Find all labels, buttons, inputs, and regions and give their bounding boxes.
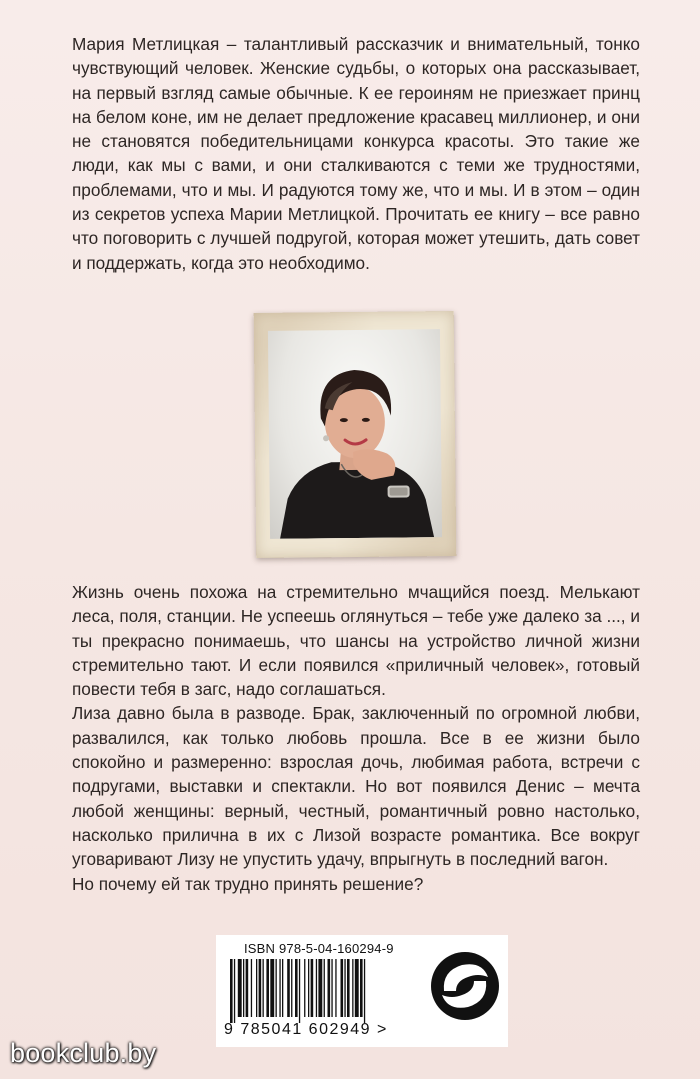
- isbn-label: ISBN 978-5-04-160294-9: [244, 941, 394, 956]
- author-portrait-illustration: [268, 329, 442, 539]
- author-photo: [268, 329, 442, 539]
- author-description-text: Мария Метлицкая – талантливый рассказчик и внимательный, тонко чувствующий человек. Женские судьбы, о которых она рассказывает, на первый взгляд самые обычные. К ее героиням не приезжает принц на белом коне, им не делает предложение красавец миллионер, и они не становятся победительницами конкурса красоты. Это такие же люди, как мы с вами, и они сталкиваются с теми же трудностями, проблемами, что и мы. И радуются тому же, что и мы. И в этом – один из секретов успеха Марии Метлицкой. Прочитать ее книгу – все равно что поговорить с лучшей подругой, которая может утешить, дать совет и поддержать, когда это необходимо.: [72, 34, 640, 273]
- author-photo-frame: [254, 311, 457, 558]
- watermark-bookclub: bookclub.by: [10, 1038, 157, 1068]
- annotation-paragraph-2: Лиза давно была в разводе. Брак, заключенный по огромной любви, развалился, как только любовь прошла. Все в ее жизни было спокойно и размеренно: взрослая дочь, любимая работа, встречи с подругами, выставки и спектакли. Но вот появился Денис – мечта любой женщины: верный, честный, романтичный ровно настолько, насколько прилична в их с Лизой возрасте романтика. Все вокруг уговаривают Лизу не упустить удачу, впрыгнуть в последний вагон.: [72, 703, 640, 870]
- barcode-digits: 9 785041 602949 >: [224, 1021, 388, 1038]
- author-description: [72, 32, 640, 275]
- annotation-paragraph-3: Но почему ей так трудно принять решение?: [72, 873, 424, 894]
- book-annotation: [72, 580, 640, 896]
- barcode-panel: [216, 935, 508, 1047]
- annotation-paragraph-1: Жизнь очень похожа на стремительно мчащийся поезд. Мелькают леса, поля, станции. Не успеешь оглянуться – тебе уже далеко за ..., и ты прекрасно понимаешь, что шансы на устройство личной жизни стремительно тают. И если появился «приличный человек», готовый повести тебя в загс, надо соглашаться.: [72, 582, 640, 700]
- barcode-icon: [226, 959, 412, 1023]
- eksmo-logo-icon: [430, 951, 500, 1021]
